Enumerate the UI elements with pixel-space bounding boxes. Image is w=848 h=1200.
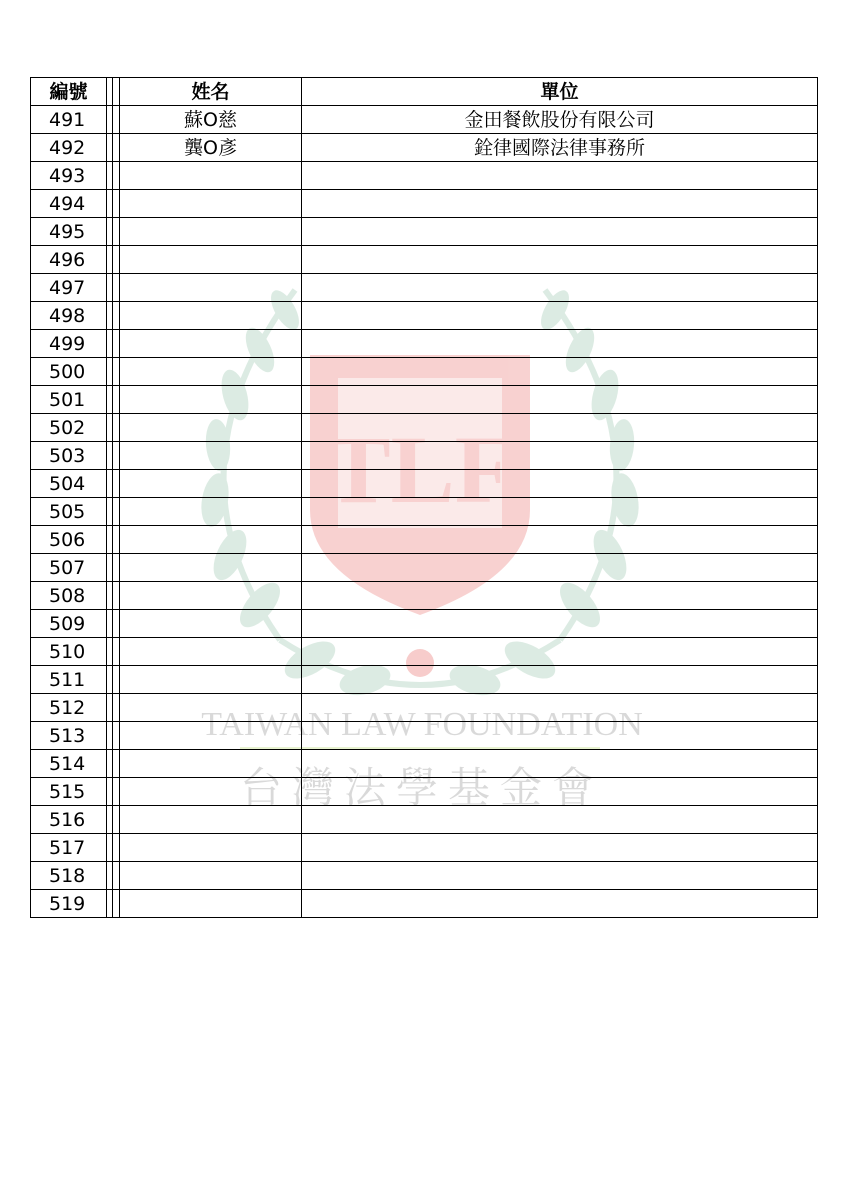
table-row xyxy=(31,610,818,638)
cell-gap-2 xyxy=(113,582,120,610)
table-row xyxy=(31,302,818,330)
cell-gap-2 xyxy=(113,162,120,190)
cell-number: 516 xyxy=(31,806,107,834)
cell-unit xyxy=(302,330,818,358)
cell-number: 491 xyxy=(31,106,107,134)
header-number: 編號 xyxy=(31,78,107,106)
roster-table xyxy=(30,77,818,918)
foundation-name-en: TAIWAN LAW FOUNDATION xyxy=(201,706,643,743)
header-unit: 單位 xyxy=(302,78,818,106)
cell-gap-2 xyxy=(113,246,120,274)
emblem-letters: TLF xyxy=(326,416,514,523)
cell-name xyxy=(120,330,302,358)
cell-gap-2 xyxy=(113,134,120,162)
cell-number: 514 xyxy=(31,750,107,778)
cell-gap-2 xyxy=(113,498,120,526)
table-row xyxy=(31,526,818,554)
cell-gap-2 xyxy=(113,274,120,302)
cell-number: 502 xyxy=(31,414,107,442)
cell-number: 511 xyxy=(31,666,107,694)
cell-unit xyxy=(302,778,818,806)
cell-name xyxy=(120,722,302,750)
cell-unit: 銓律國際法律事務所 xyxy=(302,134,818,162)
cell-number: 518 xyxy=(31,862,107,890)
foundation-name-zh: 台灣法學基金會 xyxy=(239,763,605,812)
cell-number: 517 xyxy=(31,834,107,862)
table-row xyxy=(31,722,818,750)
cell-unit xyxy=(302,498,818,526)
cell-name xyxy=(120,358,302,386)
cell-name xyxy=(120,470,302,498)
cell-gap-2 xyxy=(113,638,120,666)
table-header-row xyxy=(31,78,818,106)
cell-gap-2 xyxy=(113,106,120,134)
cell-number: 498 xyxy=(31,302,107,330)
cell-unit xyxy=(302,834,818,862)
table-row xyxy=(31,554,818,582)
cell-unit xyxy=(302,638,818,666)
cell-unit xyxy=(302,890,818,918)
cell-number: 505 xyxy=(31,498,107,526)
cell-gap-2 xyxy=(113,862,120,890)
cell-number: 496 xyxy=(31,246,107,274)
header-gap-2 xyxy=(113,78,120,106)
cell-unit xyxy=(302,302,818,330)
cell-name xyxy=(120,246,302,274)
cell-gap-2 xyxy=(113,694,120,722)
table-row xyxy=(31,694,818,722)
cell-name xyxy=(120,302,302,330)
table-row xyxy=(31,246,818,274)
cell-number: 501 xyxy=(31,386,107,414)
cell-gap-2 xyxy=(113,778,120,806)
cell-gap-2 xyxy=(113,806,120,834)
cell-name xyxy=(120,778,302,806)
table-row xyxy=(31,274,818,302)
cell-name xyxy=(120,638,302,666)
cell-name xyxy=(120,554,302,582)
cell-number: 507 xyxy=(31,554,107,582)
cell-number: 492 xyxy=(31,134,107,162)
cell-unit xyxy=(302,806,818,834)
cell-gap-2 xyxy=(113,470,120,498)
cell-name xyxy=(120,498,302,526)
cell-name xyxy=(120,274,302,302)
cell-unit xyxy=(302,218,818,246)
cell-unit xyxy=(302,358,818,386)
cell-number: 512 xyxy=(31,694,107,722)
cell-name xyxy=(120,834,302,862)
table-row xyxy=(31,498,818,526)
cell-name xyxy=(120,442,302,470)
cell-number: 495 xyxy=(31,218,107,246)
cell-name xyxy=(120,806,302,834)
table-row xyxy=(31,862,818,890)
cell-name xyxy=(120,694,302,722)
cell-name xyxy=(120,890,302,918)
cell-gap-2 xyxy=(113,666,120,694)
cell-unit xyxy=(302,526,818,554)
cell-gap-2 xyxy=(113,218,120,246)
cell-unit xyxy=(302,610,818,638)
table-row xyxy=(31,470,818,498)
cell-number: 515 xyxy=(31,778,107,806)
table-row xyxy=(31,750,818,778)
cell-gap-2 xyxy=(113,330,120,358)
cell-unit: 金田餐飲股份有限公司 xyxy=(302,106,818,134)
cell-name: 龔O彥 xyxy=(120,134,302,162)
table-row xyxy=(31,330,818,358)
cell-gap-2 xyxy=(113,610,120,638)
cell-name xyxy=(120,862,302,890)
cell-name xyxy=(120,610,302,638)
cell-name xyxy=(120,218,302,246)
cell-gap-2 xyxy=(113,750,120,778)
table-row xyxy=(31,890,818,918)
table-row xyxy=(31,190,818,218)
cell-unit xyxy=(302,582,818,610)
cell-unit xyxy=(302,162,818,190)
cell-unit xyxy=(302,470,818,498)
cell-name xyxy=(120,414,302,442)
table-row xyxy=(31,834,818,862)
header-name: 姓名 xyxy=(120,78,302,106)
cell-unit xyxy=(302,750,818,778)
cell-gap-2 xyxy=(113,414,120,442)
cell-gap-2 xyxy=(113,442,120,470)
cell-gap-2 xyxy=(113,190,120,218)
table-row xyxy=(31,778,818,806)
cell-unit xyxy=(302,666,818,694)
cell-unit xyxy=(302,414,818,442)
table-body xyxy=(31,106,818,918)
cell-unit xyxy=(302,190,818,218)
table-row xyxy=(31,638,818,666)
cell-gap-2 xyxy=(113,890,120,918)
table-row xyxy=(31,414,818,442)
table-row xyxy=(31,582,818,610)
cell-number: 506 xyxy=(31,526,107,554)
cell-unit xyxy=(302,386,818,414)
cell-number: 519 xyxy=(31,890,107,918)
cell-number: 500 xyxy=(31,358,107,386)
table-row xyxy=(31,106,818,134)
cell-name xyxy=(120,666,302,694)
cell-name xyxy=(120,190,302,218)
cell-unit xyxy=(302,862,818,890)
cell-unit xyxy=(302,442,818,470)
cell-unit xyxy=(302,722,818,750)
cell-name xyxy=(120,526,302,554)
cell-gap-2 xyxy=(113,302,120,330)
cell-unit xyxy=(302,694,818,722)
cell-number: 508 xyxy=(31,582,107,610)
cell-name: 蘇O慈 xyxy=(120,106,302,134)
cell-gap-2 xyxy=(113,722,120,750)
cell-number: 513 xyxy=(31,722,107,750)
table-row xyxy=(31,386,818,414)
cell-gap-2 xyxy=(113,386,120,414)
cell-gap-2 xyxy=(113,834,120,862)
cell-unit xyxy=(302,554,818,582)
table-row xyxy=(31,358,818,386)
cell-number: 509 xyxy=(31,610,107,638)
table-row xyxy=(31,442,818,470)
cell-number: 510 xyxy=(31,638,107,666)
cell-number: 493 xyxy=(31,162,107,190)
cell-name xyxy=(120,750,302,778)
cell-number: 504 xyxy=(31,470,107,498)
table-row xyxy=(31,218,818,246)
table-row xyxy=(31,134,818,162)
cell-number: 503 xyxy=(31,442,107,470)
cell-name xyxy=(120,386,302,414)
cell-unit xyxy=(302,274,818,302)
table-row xyxy=(31,162,818,190)
cell-gap-2 xyxy=(113,358,120,386)
table-row xyxy=(31,806,818,834)
cell-gap-2 xyxy=(113,554,120,582)
cell-number: 497 xyxy=(31,274,107,302)
cell-gap-2 xyxy=(113,526,120,554)
cell-number: 494 xyxy=(31,190,107,218)
cell-name xyxy=(120,162,302,190)
cell-name xyxy=(120,582,302,610)
cell-number: 499 xyxy=(31,330,107,358)
table-row xyxy=(31,666,818,694)
cell-unit xyxy=(302,246,818,274)
